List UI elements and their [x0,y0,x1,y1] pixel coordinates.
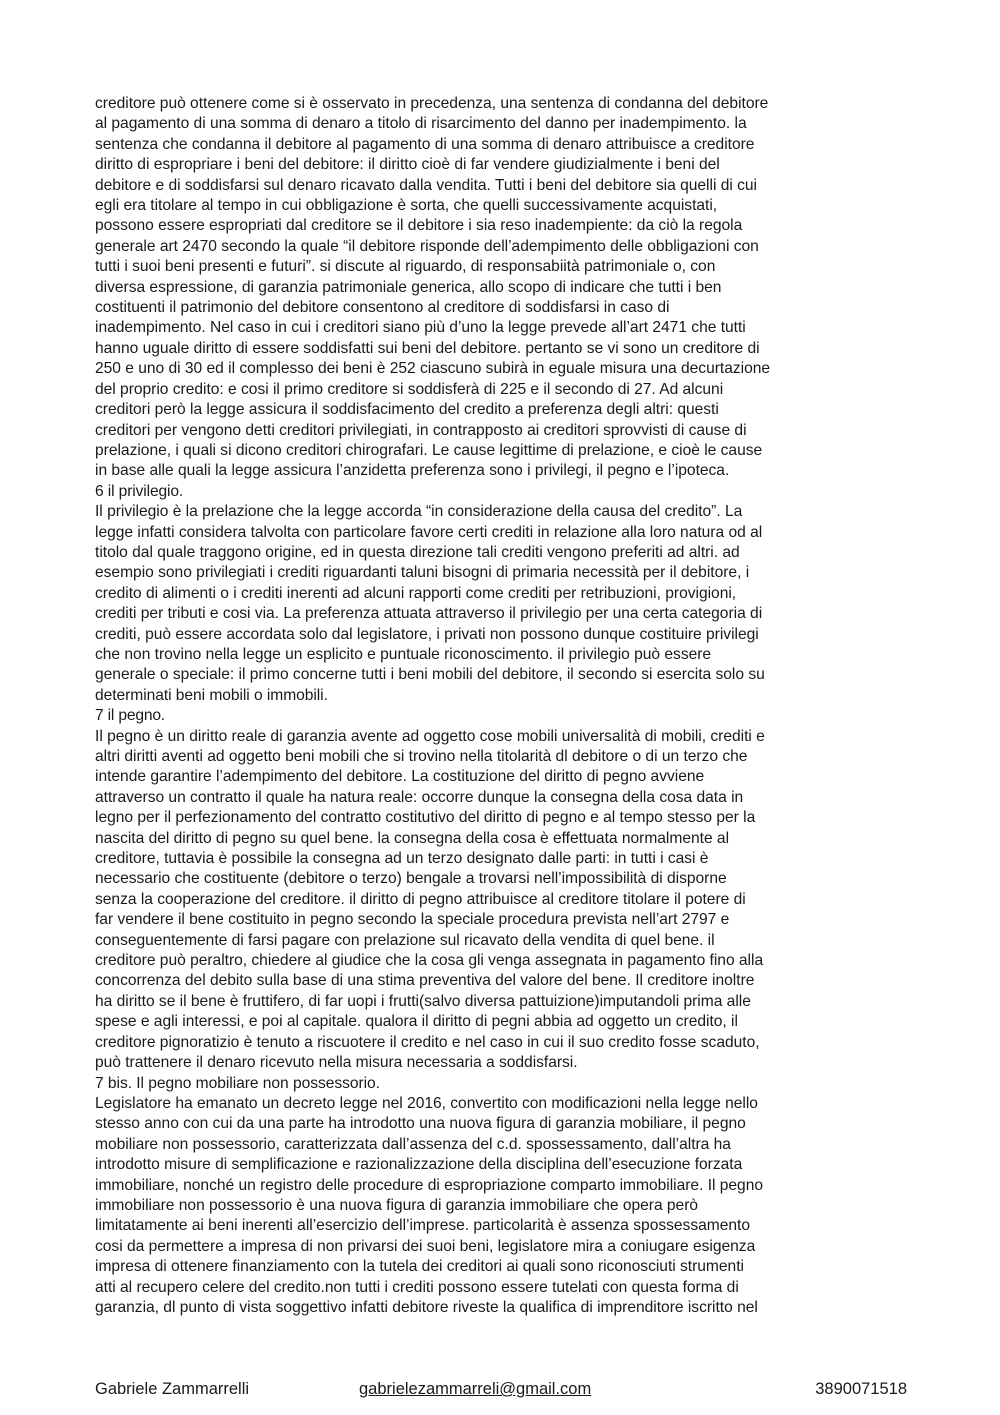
text-line: 6 il privilegio. [95,482,184,500]
text-line: credito di alimenti o i crediti inerenti ad alcuni rapporti come crediti per retribuzioni, provigioni, [95,584,737,602]
footer-email-link[interactable]: gabrielezammarreli@gmail.com [359,1380,592,1398]
text-line: impresa di ottenere finanziamento con la tutela dei creditori ai quali sono riconosciuti strumenti [95,1258,744,1276]
footer-phone: 3890071518 [815,1380,907,1398]
text-line: Legislatore ha emanato un decreto legge nel 2016, convertito con modificazioni nella legge nello [95,1094,758,1112]
text-line: atti al recupero celere del credito.non tutti i crediti possono essere tutelati con questa forma di [95,1278,739,1296]
text-line: immobiliare, nonché un registro delle procedure di espropriazione comparto immobiliare. Il pegno [95,1176,764,1194]
text-line: in base alle quali la legge assicura l’anzidetta preferenza sono i privilegi, il pegno e l’ipoteca. [95,462,730,480]
text-line: del proprio credito: e cosi il primo creditore si soddisferà di 225 e il secondo di 27. Ad alcuni [95,380,724,398]
text-line: al pagamento di una somma di denaro a titolo di risarcimento del danno per inadempimento. la [95,115,747,133]
text-line: che non trovino nella legge un esplicito e puntuale riconoscimento. il privilegio può essere [95,645,712,663]
text-line: creditore può ottenere come si è osservato in precedenza, una sentenza di condanna del debitore [95,95,769,112]
text-line: 250 e uno di 30 ed il complesso dei beni è 252 ciascuno subirà in eguale misura una decurtazione [95,360,771,378]
text-line: far vendere il bene costituito in pegno secondo la speciale procedura prevista nell’art 2797 e [95,911,730,929]
text-line: attraverso un contratto il quale ha natura reale: occorre dunque la consegna della cosa data in [95,788,744,806]
text-line: creditori per vengono detti creditori privilegiati, in contrapposto ai creditori sprovvisti di cause di [95,421,747,439]
text-line: introdotto misure di semplificazione e razionalizzazione della disciplina dell’esecuzione forzata [95,1156,743,1174]
text-line: legno per il perfezionamento del contratto costitutivo del diritto di pegno e al tempo stesso per la [95,809,756,827]
text-line: stesso anno con cui da una parte ha introdotto una nuova figura di garanzia mobiliare, il pegno [95,1115,746,1133]
text-line: senza la cooperazione del creditore. il diritto di pegno attribuisce al creditore titolare il potere di [95,890,746,908]
text-line: egli era titolare al tempo in cui obbligazione è sorta, che quelli successivamente acquistati, [95,197,718,215]
text-line: può trattenere il denaro ricevuto nella misura necessaria a soddisfarsi. [95,1054,578,1072]
text-line: legge infatti considera talvolta con particolare favore certi crediti in relazione alla loro natura od al [95,523,763,541]
text-line: garanzia, dl punto di vista soggettivo infatti debitore riveste la qualifica di imprenditore iscritto nel [95,1298,758,1316]
text-line: creditore può peraltro, chiedere al giudice che la cosa gli venga assegnata in pagamento fino alla [95,952,764,970]
text-line: limitatamente ai beni inerenti all’esercizio dell’imprese. particolarità è assenza spossessamento [95,1217,750,1235]
text-line: diritto di espropriare i beni del debitore: il diritto cioè di far vendere giudizialmente i beni del [95,156,720,174]
page-footer [95,1380,907,1404]
text-line: cosi da permettere a impresa di non privarsi dei suoi beni, legislatore mira a coniugare esigenza [95,1237,756,1255]
text-line: intende garantire l’adempimento del debitore. La costituzione del diritto di pegno avviene [95,768,705,786]
text-line: prelazione, i quali si dicono creditori chirografari. Le cause legittime di prelazione, e cioè le cause [95,441,763,459]
text-line: necessario che costituente (debitore o terzo) bengale a trovarsi nell’impossibilità di disporne [95,870,727,888]
text-line: determinati beni mobili o immobili. [95,686,328,704]
text-line: concorrenza del debito sulla base di una stima preventiva del valore del bene. Il creditore inoltre [95,972,755,990]
text-line: crediti per tributi e cosi via. La preferenza attuata attraverso il privilegio per una certa categoria di [95,605,763,623]
text-line: immobiliare non possessorio è una nuova figura di garanzia immobiliare che opera però [95,1196,699,1214]
text-line: sentenza che condanna il debitore al pagamento di una somma di denaro attribuisce a creditore [95,135,755,153]
text-line: hanno uguale diritto di essere soddisfatti sui beni del debitore. pertanto se vi sono un creditore di [95,339,760,357]
text-line: conseguentemente di farsi pagare con prelazione sul ricavato della vendita di quel bene. il [95,931,715,949]
footer-author: Gabriele Zammarrelli [95,1380,250,1398]
text-line: titolo dal quale traggono origine, ed in questa direzione tali crediti vengono preferiti ad altri. ad [95,543,740,561]
text-line: creditori però la legge assicura il soddisfacimento del credito a preferenza degli altri: questi [95,401,719,419]
text-line: nascita del diritto di pegno su quel bene. la consegna della cosa è effettuata normalmente al [95,829,730,847]
text-line: 7 bis. Il pegno mobiliare non possessorio. [95,1074,380,1092]
text-line: generale o speciale: il primo concerne tutti i beni mobili del debitore, il secondo si esercita solo su [95,666,765,684]
text-line: spese e agli interessi, e poi al capitale. qualora il diritto di pegni abbia ad oggetto un credito, il [95,1013,738,1031]
text-line: generale art 2470 secondo la quale “il debitore risponde dell’adempimento delle obbligazioni con [95,237,759,255]
text-line: Il pegno è un diritto reale di garanzia avente ad oggetto cose mobili universalità di mobili, crediti e [95,727,765,745]
text-line: altri diritti aventi ad oggetto beni mobili che si trovino nella titolarità dl debitore o di un terzo che [95,748,748,765]
text-line: 7 il pegno. [95,707,165,725]
text-line: inadempimento. Nel caso in cui i creditori siano più d’uno la legge prevede all’art 2471 che tutti [95,319,746,337]
text-line: mobiliare non possessorio, caratterizzata dall’assenza del c.d. spossessamento, dall’altra ha [95,1135,731,1153]
text-line: tutti i suoi beni presenti e futuri”. si discute al riguardo, di responsabiità patrimoniale o, con [95,258,716,276]
text-line: ha diritto se il bene è fruttifero, di far uopi i frutti(salvo diversa pattuizione)imputandoli prima alle [95,992,751,1010]
text-line: creditore, tuttavia è possibile la consegna ad un terzo designato dalle parti: in tutti i casi è [95,850,709,868]
text-line: diversa espressione, di garanzia patrimoniale generica, allo scopo di indicare che tutti i ben [95,278,722,296]
document-body [95,94,915,1318]
text-line: creditore pignoratizio è tenuto a riscuotere il credito e nel caso in cui il suo credito fosse scaduto, [95,1033,760,1051]
text-line: crediti, può essere accordata solo dal legislatore, i privati non possono dunque costituire privilegi [95,625,759,643]
text-line: costituenti il patrimonio del debitore consentono al creditore di soddisfarsi in caso di [95,299,670,317]
text-line: Il privilegio è la prelazione che la legge accorda “in considerazione della causa del credito”. La [95,503,743,521]
text-line: possono essere espropriati dal creditore se il debitore i sia reso inadempiente: da ciò la regola [95,217,743,235]
text-line: debitore e di soddisfarsi sul denaro ricavato dalla vendita. Tutti i beni del debitore sia quelli di cui [95,176,757,194]
text-line: esempio sono privilegiati i crediti riguardanti taluni bisogni di primaria necessità per il debitore, i [95,564,750,582]
